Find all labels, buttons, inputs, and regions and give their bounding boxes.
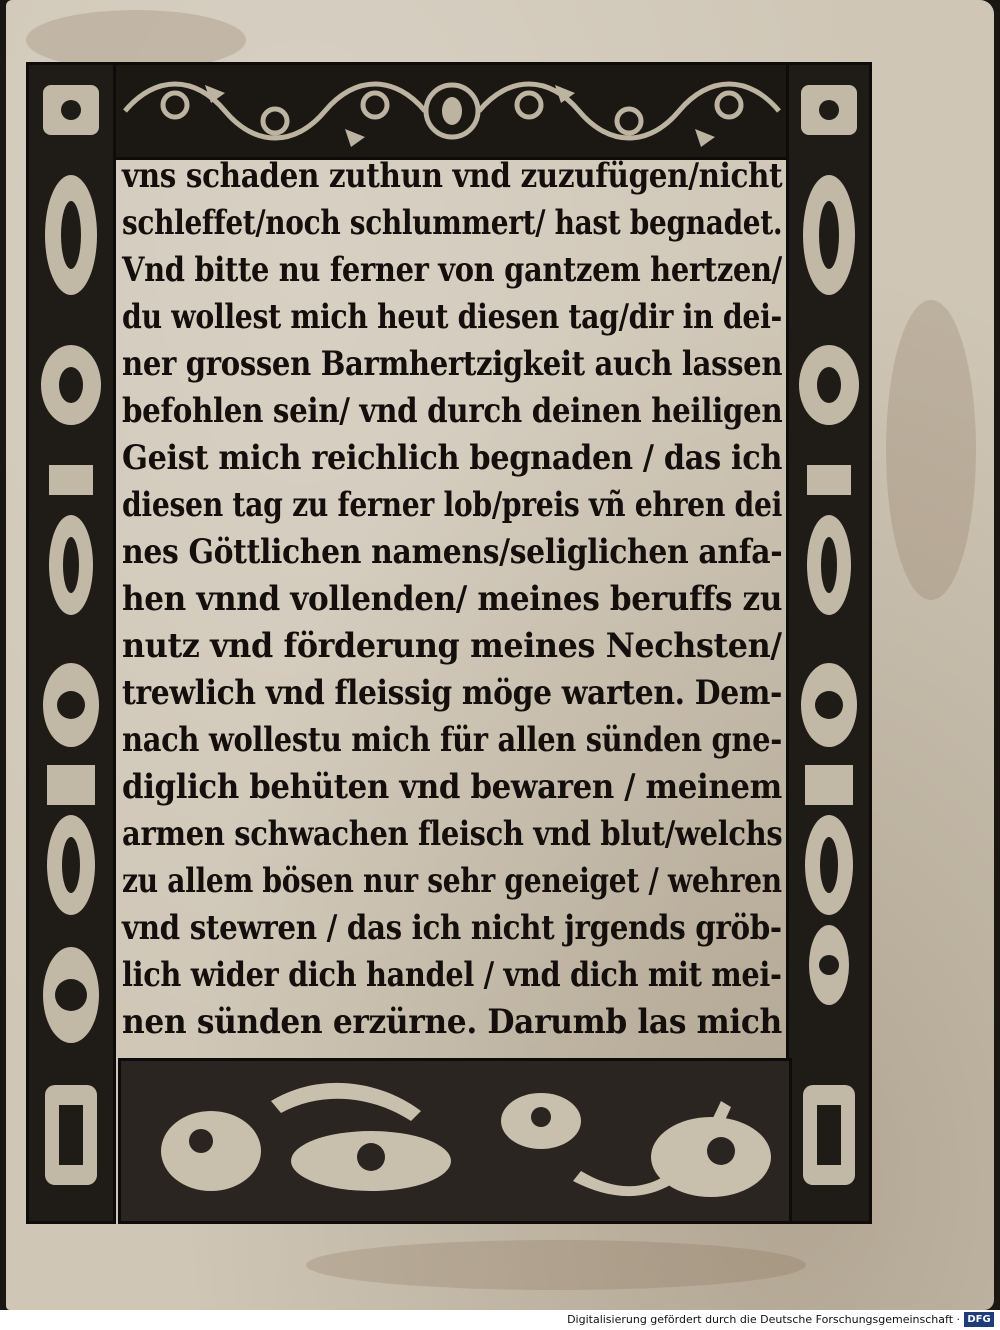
text-line: befohlen sein/ vnd durch deinen heiligen — [122, 391, 783, 431]
text-line: Vnd bitte nu ferner von gantzem hertzen/ — [122, 250, 782, 290]
text-line: diesen tag zu ferner lob/preis vñ ehren dei — [122, 485, 783, 525]
text-line: armen schwachen fleisch vnd blut/welchs — [122, 814, 783, 854]
scroll-ornament-icon — [115, 65, 789, 157]
text-line: nes Göttlichen namens/seliglichen anfa- — [122, 532, 783, 572]
text-line: nach wollestu mich für allen sünden gne- — [122, 720, 782, 760]
page-text — [118, 156, 786, 1056]
text-line: diglich behüten vnd bewaren / meinem — [122, 767, 782, 807]
text-line: trewlich vnd fleissig möge warten. Dem- — [122, 673, 783, 713]
top-ornament-band — [112, 62, 792, 160]
text-line: nen sünden erzürne. Darumb las mich — [122, 1002, 782, 1042]
figures-ornament-icon — [121, 1061, 789, 1221]
text-line: du wollest mich heut diesen tag/dir in dei- — [122, 297, 782, 337]
dfg-logo-icon[interactable]: DFG — [964, 1312, 994, 1327]
funding-credit: Digitalisierung gefördert durch die Deutsche Forschungsgemeinschaft · — [567, 1313, 960, 1326]
column-ornament-icon — [789, 65, 869, 1221]
text-line: hen vnnd vollenden/ meines beruffs zu — [122, 579, 783, 619]
footer-bar — [0, 1310, 1000, 1330]
text-line: zu allem bösen nur sehr geneiget / wehren — [122, 861, 782, 901]
text-line: vns schaden zuthun vnd zuzufügen/nicht — [122, 156, 783, 196]
column-ornament-icon — [29, 65, 113, 1221]
text-line: Geist mich reichlich begnaden / das ich — [122, 438, 783, 478]
right-ornament-pillar — [786, 62, 872, 1224]
text-line: lich wider dich handel / vnd dich mit mei- — [122, 955, 782, 995]
left-ornament-pillar — [26, 62, 116, 1224]
paper-stain — [306, 1240, 806, 1290]
text-line: nutz vnd förderung meines Nechsten/ — [122, 626, 782, 666]
paper-stain — [26, 10, 246, 70]
text-line: schleffet/noch schlummert/ hast begnadet. — [122, 203, 783, 243]
bottom-ornament-band — [118, 1058, 792, 1224]
paper-stain — [886, 300, 976, 600]
text-line: ner grossen Barmhertzigkeit auch lassen — [122, 344, 783, 384]
text-line: vnd stewren / das ich nicht jrgends gröb- — [122, 908, 782, 948]
